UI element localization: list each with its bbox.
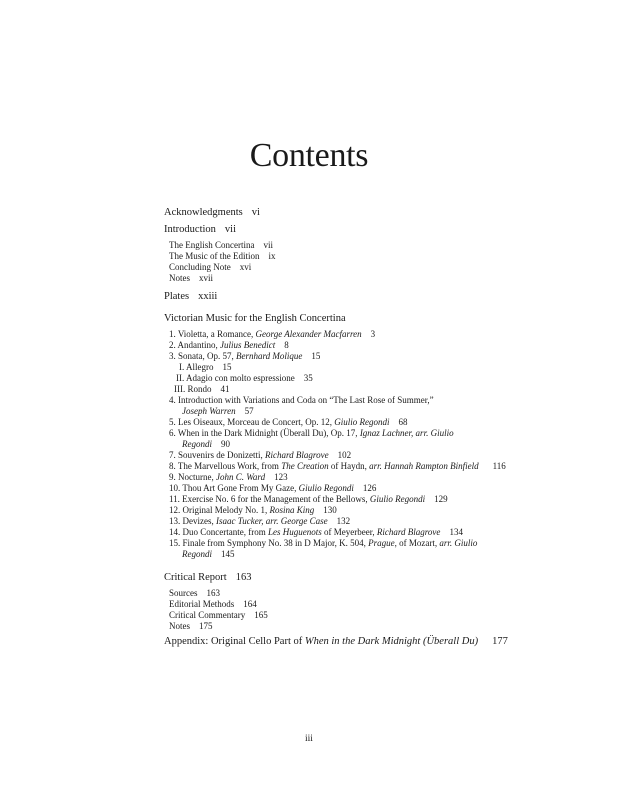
toc-piece[interactable]: [164, 538, 584, 549]
toc-movement[interactable]: [164, 362, 584, 373]
toc-page: 3: [370, 329, 376, 339]
toc-label: Notes: [169, 621, 190, 631]
toc-page: 41: [220, 384, 230, 394]
toc-victorian-music[interactable]: Victorian Music for the English Concertina: [164, 313, 346, 324]
toc-label: 3. Sonata, Op. 57,: [169, 351, 236, 361]
toc-composer: George Alexander Macfarren: [255, 329, 362, 339]
toc-composer: Rosina King: [269, 505, 315, 515]
toc-label: , of Mozart,: [394, 538, 440, 548]
page-title: Contents: [249, 137, 369, 174]
toc-label: III. Rondo: [174, 384, 212, 394]
toc-page: 163: [235, 572, 252, 583]
toc-composer: arr. Hannah Rampton Binfield: [369, 461, 479, 471]
toc-label: 5. Les Oiseaux, Morceau de Concert, Op. 12,: [169, 417, 335, 427]
toc-label: Appendix: Original Cello Part of: [164, 636, 305, 647]
toc-label: The Music of the Edition: [169, 251, 260, 261]
toc-label: 6. When in the Dark Midnight (Überall Du), Op. 17,: [169, 428, 360, 438]
toc-composer: Isaac Tucker, arr. George Case: [216, 516, 328, 526]
toc-page: xvii: [199, 273, 214, 283]
toc-critical-item[interactable]: [164, 588, 584, 599]
toc-label: 10. Thou Art Gone From My Gaze,: [169, 483, 299, 493]
toc-composer: Bernhard Molique: [236, 351, 303, 361]
toc-label: Plates: [164, 291, 190, 302]
toc-page: 57: [244, 406, 254, 416]
toc-intro-item[interactable]: [164, 240, 584, 251]
toc-plates[interactable]: [164, 290, 584, 304]
toc-label: Notes: [169, 273, 190, 283]
toc-label: Critical Commentary: [169, 610, 246, 620]
toc-label: of Haydn,: [328, 461, 370, 471]
toc-composer: Giulio Regondi: [369, 494, 426, 504]
toc-piece[interactable]: [164, 417, 584, 428]
toc-page: 68: [398, 417, 408, 427]
toc-critical-report[interactable]: [164, 571, 584, 585]
toc-piece[interactable]: [164, 340, 584, 351]
toc-page: 123: [274, 472, 288, 482]
toc-piece[interactable]: [164, 483, 584, 494]
toc-page: 164: [243, 599, 257, 609]
toc-composer: Giulio Regondi: [298, 483, 354, 493]
toc-label: 13. Devizes,: [169, 516, 216, 526]
toc-page: 163: [206, 588, 220, 598]
toc-page: 130: [323, 505, 337, 515]
toc-composer: Joseph Warren: [182, 406, 236, 416]
toc-piece[interactable]: [164, 329, 584, 340]
toc-piece[interactable]: [164, 461, 584, 472]
toc-composer: Richard Blagrove: [265, 450, 329, 460]
toc-composer: Regondi: [182, 549, 212, 559]
toc-page: 129: [434, 494, 448, 504]
toc-piece[interactable]: [164, 505, 584, 516]
toc-label: 12. Original Melody No. 1,: [169, 505, 270, 515]
toc-page: xvi: [239, 262, 252, 272]
toc-page: 126: [362, 483, 377, 493]
toc-page: vii: [263, 240, 273, 250]
toc-label: I. Allegro: [179, 362, 214, 372]
toc-page: 132: [336, 516, 351, 526]
toc-label: 11. Exercise No. 6 for the Management of the Bellows,: [169, 494, 370, 504]
toc-piece[interactable]: [164, 428, 584, 439]
toc-composer: Regondi: [182, 439, 212, 449]
toc-label: 2. Andantino,: [169, 340, 220, 350]
toc-page: vi: [251, 207, 260, 218]
toc-label: 4. Introduction with Variations and Coda on “The Last Rose of Summer,”: [169, 395, 434, 405]
toc-page: 90: [221, 439, 230, 449]
toc-composer: Giulio Regondi: [334, 417, 390, 427]
toc-label: Concluding Note: [169, 262, 231, 272]
toc-critical-item[interactable]: [164, 621, 584, 632]
toc-label: 8. The Marvellous Work, from: [169, 461, 282, 471]
toc-work: Prague: [368, 538, 395, 548]
toc-page: 175: [199, 621, 213, 631]
toc-introduction[interactable]: [164, 223, 584, 237]
toc-page: 116: [492, 461, 506, 471]
toc-composer: Julius Benedict: [220, 340, 276, 350]
toc-page: 177: [492, 636, 508, 647]
toc-intro-item[interactable]: [164, 273, 584, 284]
toc-label: The English Concertina: [169, 240, 255, 250]
toc-piece-continued[interactable]: [164, 439, 584, 450]
toc-composer: Ignaz Lachner, arr. Giulio: [359, 428, 454, 438]
toc-page: xxiii: [198, 291, 218, 302]
table-of-contents: [164, 206, 584, 649]
toc-page: 8: [284, 340, 289, 350]
toc-movement[interactable]: [164, 384, 584, 395]
toc-page: vii: [224, 224, 236, 235]
toc-work: Les Huguenots: [267, 527, 322, 537]
toc-label: 1. Violetta, a Romance,: [169, 329, 256, 339]
toc-piece[interactable]: [164, 472, 584, 483]
toc-page: 15: [311, 351, 321, 361]
toc-label: II. Adagio con molto espressione: [176, 373, 295, 383]
toc-critical-item[interactable]: [164, 610, 584, 621]
toc-page: 35: [303, 373, 313, 383]
toc-piece[interactable]: [164, 527, 584, 538]
toc-composer: John C. Ward: [216, 472, 266, 482]
toc-piece[interactable]: [164, 395, 584, 406]
toc-label: Editorial Methods: [169, 599, 235, 609]
toc-label: of Meyerbeer,: [321, 527, 377, 537]
toc-movement[interactable]: [164, 373, 584, 384]
toc-intro-item[interactable]: [164, 251, 584, 262]
toc-page: ix: [268, 251, 276, 261]
toc-intro-item[interactable]: [164, 262, 584, 273]
toc-composer: Richard Blagrove: [376, 527, 441, 537]
toc-composer: arr. Giulio: [439, 538, 478, 548]
toc-label: Sources: [169, 588, 198, 598]
toc-piece-continued[interactable]: [164, 406, 584, 417]
toc-piece[interactable]: [164, 351, 584, 362]
toc-page: 165: [254, 610, 268, 620]
page-number: iii: [305, 734, 313, 744]
toc-page: 102: [337, 450, 352, 460]
toc-piece[interactable]: [164, 494, 584, 505]
toc-acknowledgments[interactable]: [164, 206, 584, 220]
toc-label: 14. Duo Concertante, from: [169, 527, 268, 537]
toc-label: 15. Finale from Symphony No. 38 in D Major, K. 504,: [169, 538, 369, 548]
toc-work: The Creation: [281, 461, 329, 471]
toc-page: 134: [449, 527, 463, 537]
toc-page: 145: [221, 549, 235, 559]
toc-piece[interactable]: [164, 450, 584, 461]
toc-page: 15: [222, 362, 232, 372]
toc-label: 7. Souvenirs de Donizetti,: [169, 450, 265, 460]
toc-label: Introduction: [164, 224, 216, 235]
toc-critical-item[interactable]: [164, 599, 584, 610]
toc-label: 9. Nocturne,: [169, 472, 216, 482]
toc-work: When in the Dark Midnight (Überall Du): [304, 636, 479, 647]
toc-label: Critical Report: [164, 572, 227, 583]
toc-piece-continued[interactable]: [164, 549, 584, 560]
toc-appendix[interactable]: [164, 635, 584, 649]
toc-label: Acknowledgments: [164, 207, 243, 218]
toc-piece[interactable]: [164, 516, 584, 527]
